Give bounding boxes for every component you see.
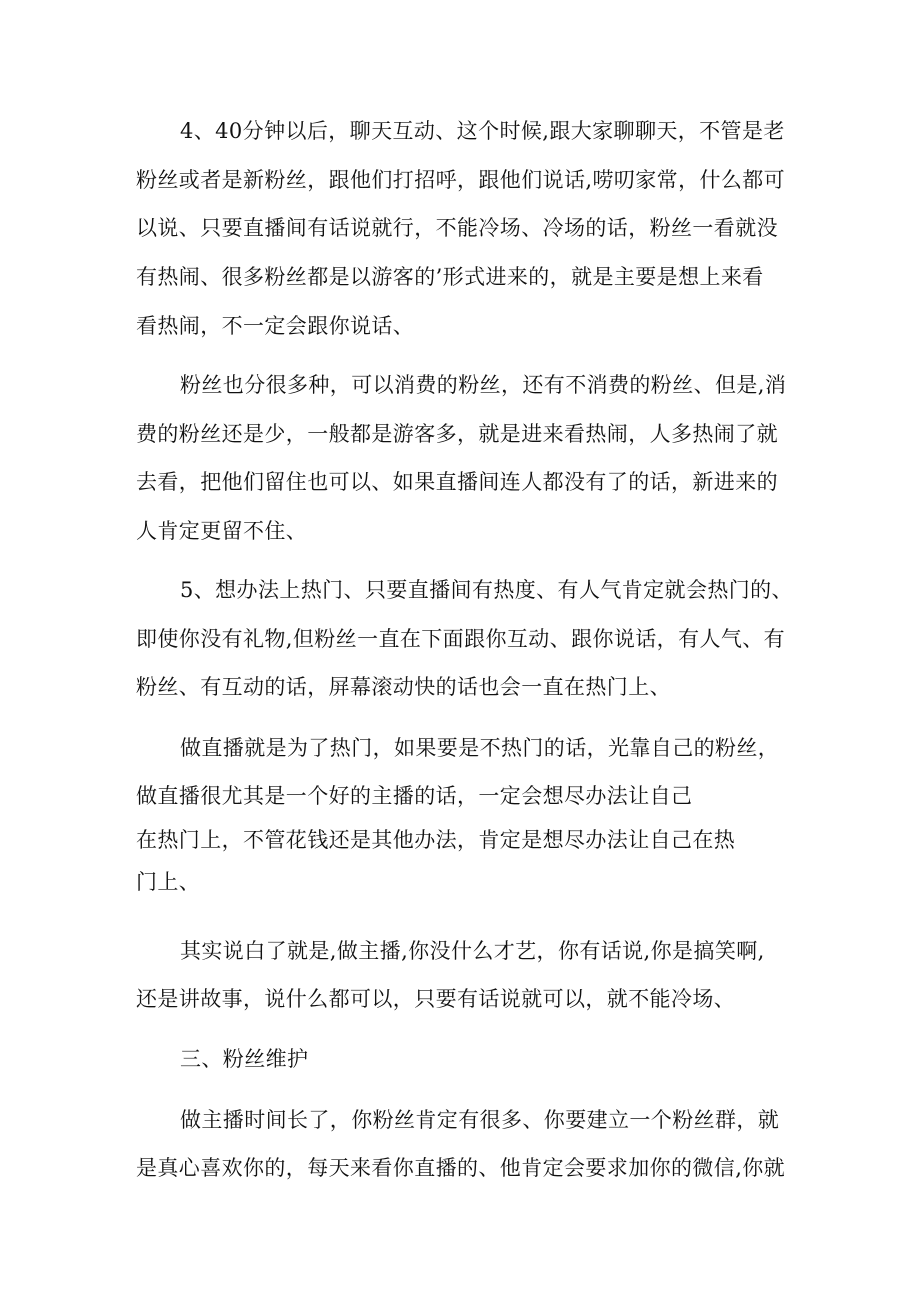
paragraph-line: 做主播时间长了，你粉丝肯定有很多、你要建立一个粉丝群，就 — [180, 1108, 780, 1132]
paragraph-line: 4、40分钟以后，聊天互动、这个时候,跟大家聊聊天，不管是老 — [180, 119, 785, 143]
paragraph-line: 5、想办法上热门、只要直播间有热度、有人气肯定就会热门的、 — [180, 578, 793, 602]
paragraph-line: 粉丝或者是新粉丝，跟他们打招呼，跟他们说话,唠叨家常，什么都可 — [136, 168, 786, 192]
paragraph-line: 有热闹、很多粉丝都是以游客的’形式进来的，就是主要是想上来看 — [136, 265, 764, 289]
paragraph-line: 以说、只要直播间有话说就行，不能冷场、冷场的话，粉丝一看就没 — [136, 216, 778, 240]
paragraph-line: 门上、 — [136, 870, 201, 894]
paragraph-line: 粉丝也分很多种，可以消费的粉丝，还有不消费的粉丝、但是,消 — [180, 373, 787, 397]
paragraph-line: 即使你没有礼物,但粉丝一直在下面跟你互动、跟你说话，有人气、有 — [136, 627, 786, 651]
section-heading-text: 三、粉丝维护 — [180, 1047, 309, 1071]
paragraph-line: 还是讲故事，说什么都可以，只要有话说就可以，就不能冷场、 — [136, 987, 736, 1011]
paragraph-line: 看热闹，不一定会跟你说话、 — [136, 314, 415, 338]
paragraph-line: 人肯定更留不住、 — [136, 519, 308, 543]
paragraph-line: 粉丝、有互动的话，屏幕滚动快的话也会一直在热门上、 — [136, 675, 671, 699]
paragraph-line: 去看，把他们留住也可以、如果直播间连人都没有了的话，新进来的 — [136, 470, 778, 494]
paragraph-line: 做直播就是为了热门，如果要是不热门的话，光靠自己的粉丝， — [180, 736, 780, 760]
paragraph-line: 费的粉丝还是少，一般都是游客多，就是进来看热闹，人多热闹了就 — [136, 422, 778, 446]
paragraph-line: 做直播很尤其是一个好的主播的话，一定会想尽办法让自己 — [136, 784, 693, 808]
paragraph-line: 是真心喜欢你的，每天来看你直播的、他肯定会要求加你的微信,你就 — [136, 1156, 786, 1180]
paragraph-line: 在热门上，不管花钱还是其他办法，肯定是想尽办法让自己在热 — [136, 828, 736, 852]
paragraph-line: 其实说白了就是,做主播,你没什么才艺，你有话说,你是搞笑啊, — [180, 939, 765, 963]
